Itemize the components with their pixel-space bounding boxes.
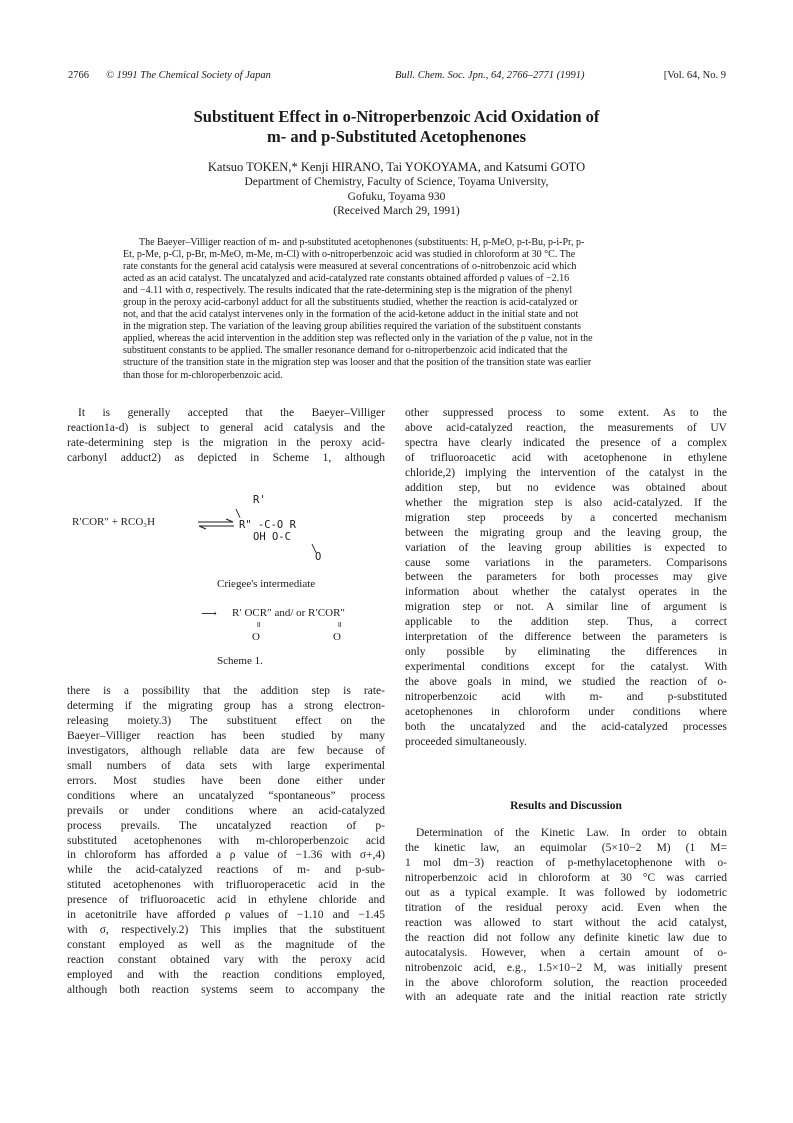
paragraph-line: the reaction did not follow any definite kinetic law due to bbox=[405, 931, 727, 944]
paragraph-line: the above goals in mind, we studied the reaction of o- bbox=[405, 676, 727, 689]
paragraph-line: both the uncatalyzed and the acid-catalyzed processes bbox=[405, 721, 727, 734]
paragraph-line: with σ, respectively.2) This implies that the substituent bbox=[67, 924, 385, 937]
scheme-bond-mark: \ bbox=[311, 543, 318, 555]
abstract-line: The Baeyer–Villiger reaction of m- and p-substituted acetophenones (substituents: H, p-MeO, p-t-Bu, p-i-Pr, p- bbox=[139, 237, 585, 248]
affiliation-line-2: Gofuku, Toyama 930 bbox=[347, 190, 446, 203]
paragraph-line: employed and with the reaction conditions employed, bbox=[67, 969, 385, 982]
paragraph-line: substituted acetophenones with m-chloroperbenzoic acid bbox=[67, 834, 385, 847]
abstract-line: than those for m-chloroperbenzoic acid. bbox=[123, 369, 283, 381]
paragraph-line: small numbers of data sets with large experimental bbox=[67, 759, 385, 772]
title-line-2: m- and p-Substituted Acetophenones bbox=[266, 127, 526, 146]
title-line-1: Substituent Effect in o-Nitroperbenzoic Acid Oxidation of bbox=[193, 107, 600, 126]
right-column-kinetics bbox=[405, 826, 727, 1005]
running-head bbox=[68, 70, 726, 86]
abstract-line: acted as an acid catalyst. The uncatalyzed and acid-catalyzed rate constants obtained afforded ρ values of −2.16 bbox=[123, 273, 570, 285]
received-date: (Received March 29, 1991) bbox=[333, 205, 460, 217]
paragraph-line: migration step or not. A similar line of argument is bbox=[405, 601, 727, 614]
paragraph-line: applicable to the addition step. Thus, a correct bbox=[405, 616, 727, 629]
paragraph-line: migration step proceeds by a concerted mechanism bbox=[405, 511, 727, 524]
paragraph-line: in the above chloroform solution, the reaction proceeded bbox=[405, 976, 727, 989]
paragraph-line: in acetonitrile have afforded ρ values of −1.10 and −1.45 bbox=[67, 909, 385, 922]
paragraph-line: addition step, but no evidence was obtained about bbox=[405, 481, 727, 494]
paragraph-line: only possible by eliminating the differences in bbox=[405, 646, 727, 659]
paragraph-line: autocatalysis. However, when a certain amount of o- bbox=[405, 946, 727, 959]
scheme-caption: Scheme 1. bbox=[217, 655, 263, 667]
paragraph-line: whether the migration step is also acid-catalyzed. If the bbox=[405, 496, 727, 509]
paragraph-line: spectra have clearly indicated the presence of a complex bbox=[405, 436, 727, 449]
paragraph-line: cause some variations in the parameters. Comparisons bbox=[405, 556, 727, 569]
paragraph-line: determing if the migrating group has a strong electron- bbox=[67, 699, 385, 712]
journal-citation: Bull. Chem. Soc. Jpn., 64, 2766–2771 (1991) bbox=[395, 70, 585, 81]
abstract-line: substituent constants to be applied. The smaller resonance demand for o-nitroperbenzoic acid indicated that the bbox=[123, 345, 568, 357]
paragraph-line: stituted acetophenones with trifluoroperacetic acid in the bbox=[67, 879, 385, 892]
paragraph-line: process prevails. The uncatalyzed reaction of p- bbox=[67, 819, 385, 832]
paragraph-line: in chloroform has afforded a ρ value of −1.36 with σ+,4) bbox=[67, 849, 385, 862]
paragraph-line: rate-determining step is the migration in the peroxy acid- bbox=[67, 436, 385, 449]
paragraph-line: nitroperbenzoic acid in chloroform at 30 °C was carried bbox=[405, 871, 727, 884]
paragraph-line: presence of trifluoroacetic acid in ethylene chloride and bbox=[67, 894, 385, 907]
paragraph-line: Determination of the Kinetic Law. In order to obtain bbox=[416, 827, 727, 839]
volume-issue: [Vol. 64, No. 9 bbox=[663, 70, 726, 81]
paragraph-line: It is generally accepted that the Baeyer–Villiger bbox=[78, 407, 385, 419]
paragraph-line: experimental conditions except for the catalyst. With bbox=[405, 661, 727, 674]
page-number: 2766 bbox=[68, 70, 89, 81]
paragraph-line: the kinetic law, an equimolar (5×10−2 M) (1 M= bbox=[405, 841, 727, 854]
product-o-1: O bbox=[252, 631, 260, 643]
right-column-intro bbox=[405, 406, 727, 750]
abstract-line: applied, whereas the acid intervention in the addition step was reflected only in the variation of the ρ value, not in the bbox=[123, 333, 593, 345]
paragraph-line: variation of the leaving group abilities is expected to bbox=[405, 541, 727, 554]
scheme-adduct-line-1: R" -C-O R bbox=[239, 519, 296, 531]
paragraph-line: information about whether the catalyst operates in the bbox=[405, 586, 727, 599]
paragraph-line: reaction constant obtained vary with the peroxy acid bbox=[67, 954, 385, 967]
abstract-line: structure of the transition state in the migration step was looser and that the position of the transition state was earlier bbox=[123, 357, 592, 369]
paragraph-line: there is a possibility that the addition step is rate- bbox=[67, 685, 385, 697]
scheme-adduct-o: O bbox=[315, 551, 322, 563]
scheme-products: R′ OCR″ and/ or R′COR″ bbox=[232, 607, 345, 619]
paragraph-line: Baeyer–Villiger reaction has been studied by many bbox=[67, 729, 385, 742]
left-column-intro bbox=[67, 406, 385, 466]
paragraph-line: with an adequate rate and the initial reaction rate strictly bbox=[405, 991, 727, 1004]
paragraph-line: reaction was allowed to start without the acid catalyst, bbox=[405, 916, 727, 929]
article-title bbox=[120, 107, 673, 147]
paragraph-line: conditions where an uncatalyzed “spontaneous” process bbox=[67, 789, 385, 802]
paragraph-line: nitrobenzoic acid, e.g., 1.5×10−2 M, was initially present bbox=[405, 961, 727, 974]
paragraph-line: carbonyl adduct2) as depicted in Scheme 1, although bbox=[67, 451, 385, 464]
copyright-notice: © 1991 The Chemical Society of Japan bbox=[106, 70, 271, 81]
left-column-body bbox=[67, 684, 385, 998]
scheme-1 bbox=[67, 494, 385, 674]
abstract-line: in the migration step. The variation of the leaving group abilities required the variation of the substituent constants bbox=[123, 321, 582, 333]
paragraph-line: constant employed as well as the magnitude of the bbox=[67, 939, 385, 952]
scheme-reactants: R′COR″ + RCO₃H bbox=[72, 516, 156, 528]
paragraph-line: errors. Most studies have been done either under bbox=[67, 774, 385, 787]
paragraph-line: prevails or under conditions where an acid-catalyzed bbox=[67, 804, 385, 817]
paragraph-line: investigators, although reliable data are few because of bbox=[67, 744, 385, 757]
abstract-line: Et, p-Me, p-Cl, p-Br, m-MeO, m-Me, m-Cl) with o-nitroperbenzoic acid was studied in chloroform at 30 °C. The bbox=[123, 249, 576, 261]
abstract-line: group in the peroxy acid-carbonyl adduct for all the substituents studied, whether the reaction is acid-catalyzed or bbox=[123, 297, 578, 309]
paragraph-line: interpretation of the difference between the parameters is bbox=[405, 631, 727, 644]
abstract bbox=[123, 237, 675, 382]
abstract-line: rate constants for the general acid catalysis were measured at several concentrations of o-nitrobenzoic acid which bbox=[123, 261, 577, 273]
paragraph-line: titration of the residual peroxy acid. Even when the bbox=[405, 901, 727, 914]
criegee-intermediate-label: Criegee's intermediate bbox=[217, 578, 316, 590]
paragraph-line: out as a typical example. It was followed by iodometric bbox=[405, 886, 727, 899]
paragraph-line: of trifluoroacetic acid with acetophenone in ethylene bbox=[405, 451, 727, 464]
paragraph-line: other suppressed process to some extent. As to the bbox=[405, 407, 727, 419]
equilibrium-arrow-icon bbox=[197, 518, 235, 530]
author-list: Katsuo TOKEN,* Kenji HIRANO, Tai YOKOYAMA, and Katsumi GOTO bbox=[207, 160, 586, 174]
paragraph-line: between the migrating group and the leaving group, the bbox=[405, 526, 727, 539]
paragraph-line: although both reaction systems seem to accompany the bbox=[67, 984, 385, 997]
abstract-line: and −4.11 with σ, respectively. The results indicated that the rate-determining step is the migration of the phenyl bbox=[123, 285, 573, 297]
paragraph-line: while the acid-catalyzed reactions of m- and p-sub- bbox=[67, 864, 385, 877]
abstract-line: not, and that the acid catalyst intervenes only in the formation of the acid-ketone adduct in the initial state and not bbox=[123, 309, 579, 321]
affiliation-line-1: Department of Chemistry, Faculty of Science, Toyama University, bbox=[244, 176, 549, 188]
paragraph-line: reaction1a-d) is subject to general acid catalysis and the bbox=[67, 421, 385, 434]
affiliation bbox=[120, 175, 673, 219]
reaction-arrow: ⟶ bbox=[201, 608, 217, 620]
paragraph-line: releasing moiety.3) The substituent effect on the bbox=[67, 714, 385, 727]
scheme-r-prime: R' bbox=[253, 494, 266, 506]
scheme-adduct-line-2: OH O-C bbox=[253, 531, 291, 543]
paragraph-line: proceeded simultaneously. bbox=[405, 735, 527, 748]
double-bond-mark: ॥ bbox=[256, 620, 261, 629]
paragraph-line: between the parameters for both processes may give bbox=[405, 571, 727, 584]
paragraph-line: nitroperbenzoic acid with m- and p-substituted bbox=[405, 691, 727, 704]
section-heading: Results and Discussion bbox=[510, 800, 622, 812]
paragraph-line: acetophenones in chloroform under conditions where bbox=[405, 706, 727, 719]
double-bond-mark: ॥ bbox=[337, 620, 342, 629]
paragraph-line: chloride,2) implying the intervention of the catalyst in the bbox=[405, 466, 727, 479]
paragraph-line: 1 mol dm−3) reaction of p-methylacetophenone with o- bbox=[405, 856, 727, 869]
scheme-bond-mark: \ bbox=[235, 508, 242, 520]
paragraph-line: above acid-catalyzed reaction, the measurements of UV bbox=[405, 421, 727, 434]
product-o-2: O bbox=[333, 631, 341, 643]
